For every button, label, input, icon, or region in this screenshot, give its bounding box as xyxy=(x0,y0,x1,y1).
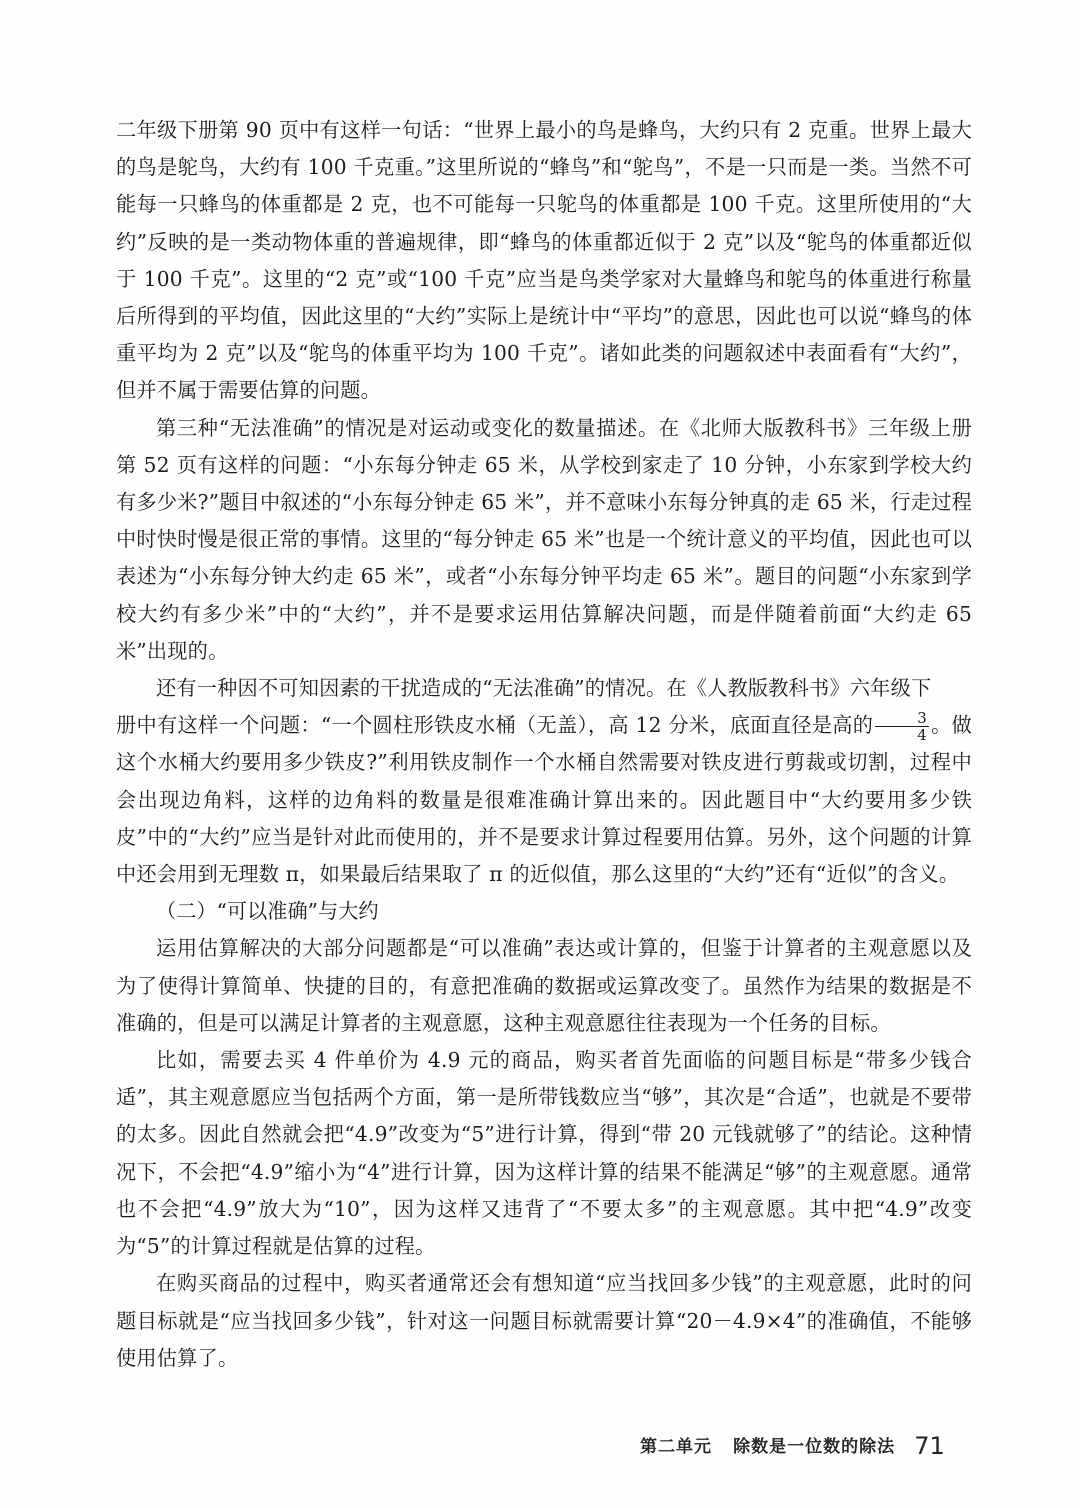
footer-chapter-title: 除数是一位数的除法 xyxy=(733,1437,896,1457)
page-number: 71 xyxy=(914,1432,945,1460)
paragraph-ostrich-hummingbird: 二年级下册第 90 页中有这样一句话：“世界上最小的鸟是蜂鸟，大约只有 2 克重。世界上最大的鸟是鸵鸟，大约有 100 千克重。”这里所说的“蜂鸟”和“鸵鸟”，不是一只而是一类。当然不可能每一只蜂鸟的体重都是 2 克，也不可能每一只鸵鸟的体重都是 100 千克。这里所使用的“大约”反映的是一类动物体重的普遍规律，即“蜂鸟的体重都近似于 2 克”以及“鸵鸟的体重都近似于 100 千克”。这里的“2 克”或“100 千克”应当是鸟类学家对大量蜂鸟和鸵鸟的体重进行称量后所得到的平均值，因此这里的“大约”实际上是统计中“平均”的意思，因此也可以说“蜂鸟的体重平均为 2 克”以及“鸵鸟的体重平均为 100 千克”。诸如此类的问题叙述中表面看有“大约”，但并不属于需要估算的问题。 xyxy=(116,118,972,403)
paragraph-unknown-factors-before-fraction: 册中有这样一个问题：“一个圆柱形铁皮水桶（无盖），高 12 分米，底面直径是高的 xyxy=(116,713,874,738)
section-heading-can-be-exact: （二）“可以准确”与大约 xyxy=(156,899,379,924)
fraction-numerator: 3 xyxy=(875,710,929,727)
paragraph-unknown-factors-line1: 还有一种因不可知因素的干扰造成的“无法准确”的情况。在《人教版教科书》六年级下 xyxy=(156,676,932,701)
paragraph-unknown-factors-after-fraction: 。做这个水桶大约要用多少铁皮?”利用铁皮制作一个水桶自然需要对铁皮进行剪裁或切割，过程中会出现边角料，这样的边角料的数量是很难准确计算出来的。因此题目中“大约要用多少铁皮”中的“大约”应当是针对此而使用的，并不是要求计算过程要用估算。另外，这个问题的计算中还会用到无理数 π，如果最后结果取了 π 的近似值，那么这里的“大约”还有“近似”的含义。 xyxy=(116,713,972,887)
footer-unit-label: 第二单元 xyxy=(640,1437,712,1457)
paragraph-change-calculation: 在购买商品的过程中，购买者通常还会有想知道“应当找回多少钱”的主观意愿，此时的问题目标就是“应当找回多少钱”，针对这一问题目标就需要计算“20－4.9×4”的准确值，不能够使用估算了。 xyxy=(116,1271,972,1370)
paragraph-shopping-example: 比如，需要去买 4 件单价为 4.9 元的商品，购买者首先面临的问题目标是“带多少钱合适”，其主观意愿应当包括两个方面，第一是所带钱数应当“够”，其次是“合适”，也就是不要带的太多。因此自然就会把“4.9”改变为“5”进行计算，得到“带 20 元钱就够了”的结论。这种情况下，不会把“4.9”缩小为“4”进行计算，因为这样计算的结果不能满足“够”的主观意愿。通常也不会把“4.9”放大为“10”，因为这样又违背了“不要太多”的主观意愿。其中把“4.9”改变为“5”的计算过程就是估算的过程。 xyxy=(116,1048,972,1259)
paragraph-unknown-factors xyxy=(116,670,972,893)
paragraph-estimation-intent: 运用估算解决的大部分问题都是“可以准确”表达或计算的，但鉴于计算者的主观意愿以及为了使得计算简单、快捷的目的，有意把准确的数据或运算改变了。虽然作为结果的数据是不准确的，但是可以满足计算者的主观意愿，这种主观意愿往往表现为一个任务的目标。 xyxy=(116,936,972,1035)
fraction-three-quarters xyxy=(875,710,929,743)
page-footer xyxy=(640,1432,980,1462)
paragraph-third-case: 第三种“无法准确”的情况是对运动或变化的数量描述。在《北师大版教科书》三年级上册第 52 页有这样的问题：“小东每分钟走 65 米，从学校到家走了 10 分钟，小东家到学校大约有多少米?”题目中叙述的“小东每分钟走 65 米”，并不意味小东每分钟真的走 65 米，行走过程中时快时慢是很正常的事情。这里的“每分钟走 65 米”也是一个统计意义的平均值，因此也可以表述为“小东每分钟大约走 65 米”，或者“小东每分钟平均走 65 米”。题目的问题“小东家到学校大约有多少米”中的“大约”，并不是要求运用估算解决问题，而是伴随着前面“大约走 65 米”出现的。 xyxy=(116,415,972,663)
fraction-denominator: 4 xyxy=(917,726,928,745)
page-body xyxy=(116,112,972,1377)
